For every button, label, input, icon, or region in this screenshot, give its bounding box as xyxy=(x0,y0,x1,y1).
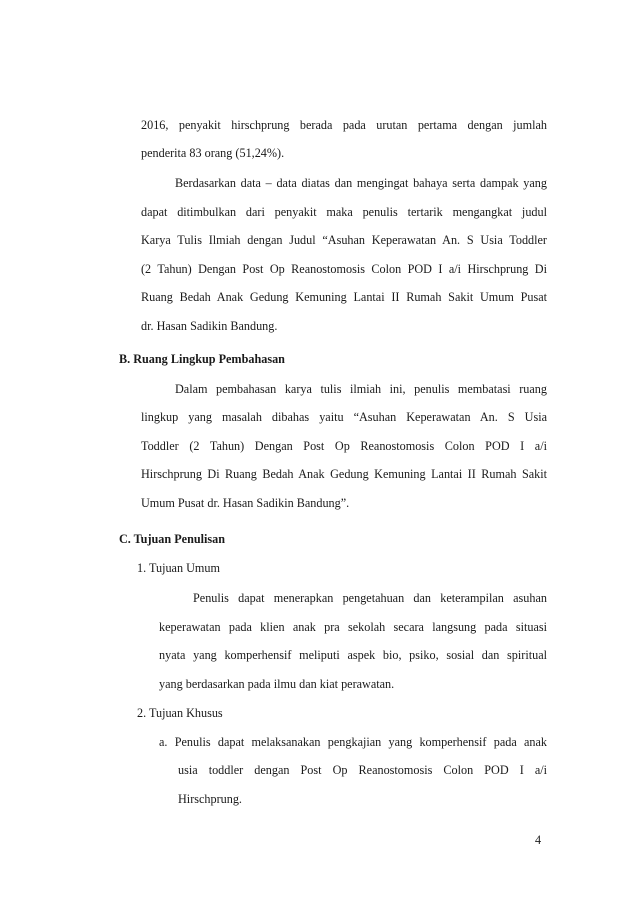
body-text-line: yang berdasarkan pada ilmu dan kiat perawatan. xyxy=(159,677,395,691)
subsection-heading-2: 2. Tujuan Khusus xyxy=(137,706,223,720)
body-text-line: (2 Tahun) Dengan Post Op Reanostomosis Colon POD I a/i Hirschprung Di xyxy=(141,262,547,276)
body-text-line: Hirschprung Di Ruang Bedah Anak Gedung Kemuning Lantai II Rumah Sakit xyxy=(141,467,547,481)
subsection-heading-1: 1. Tujuan Umum xyxy=(137,561,220,575)
section-heading-b: B. Ruang Lingkup Pembahasan xyxy=(119,352,285,366)
list-item-a-line: usia toddler dengan Post Op Reanostomosis Colon POD I a/i xyxy=(178,763,547,777)
body-text-line: Berdasarkan data – data diatas dan mengingat bahaya serta dampak yang xyxy=(175,176,547,190)
section-heading-c: C. Tujuan Penulisan xyxy=(119,532,226,546)
page-number: 4 xyxy=(535,833,542,847)
body-text-line: Toddler (2 Tahun) Dengan Post Op Reanostomosis Colon POD I a/i xyxy=(141,439,547,453)
body-text-line: Ruang Bedah Anak Gedung Kemuning Lantai II Rumah Sakit Umum Pusat xyxy=(141,290,547,304)
body-text-line: 2016, penyakit hirschprung berada pada urutan pertama dengan jumlah xyxy=(141,118,547,132)
body-text-line: penderita 83 orang (51,24%). xyxy=(141,146,285,160)
body-text-line: keperawatan pada klien anak pra sekolah secara langsung pada situasi xyxy=(159,620,547,634)
list-item-a-line: Hirschprung. xyxy=(178,792,242,806)
body-text-line: Dalam pembahasan karya tulis ilmiah ini, penulis membatasi ruang xyxy=(175,382,547,396)
body-text-line: dapat ditimbulkan dari penyakit maka penulis tertarik mengangkat judul xyxy=(141,205,547,219)
body-text-line: dr. Hasan Sadikin Bandung. xyxy=(141,319,278,333)
list-item-a-line: a. Penulis dapat melaksanakan pengkajian yang komperhensif pada anak xyxy=(159,735,547,749)
body-text-line: Umum Pusat dr. Hasan Sadikin Bandung”. xyxy=(141,496,350,510)
body-text-line: Karya Tulis Ilmiah dengan Judul “Asuhan Keperawatan An. S Usia Toddler xyxy=(141,233,547,247)
body-text-line: nyata yang komperhensif meliputi aspek bio, psiko, sosial dan spiritual xyxy=(159,648,547,662)
body-text-line: Penulis dapat menerapkan pengetahuan dan keterampilan asuhan xyxy=(193,591,547,605)
body-text-line: lingkup yang masalah dibahas yaitu “Asuhan Keperawatan An. S Usia xyxy=(141,410,547,424)
